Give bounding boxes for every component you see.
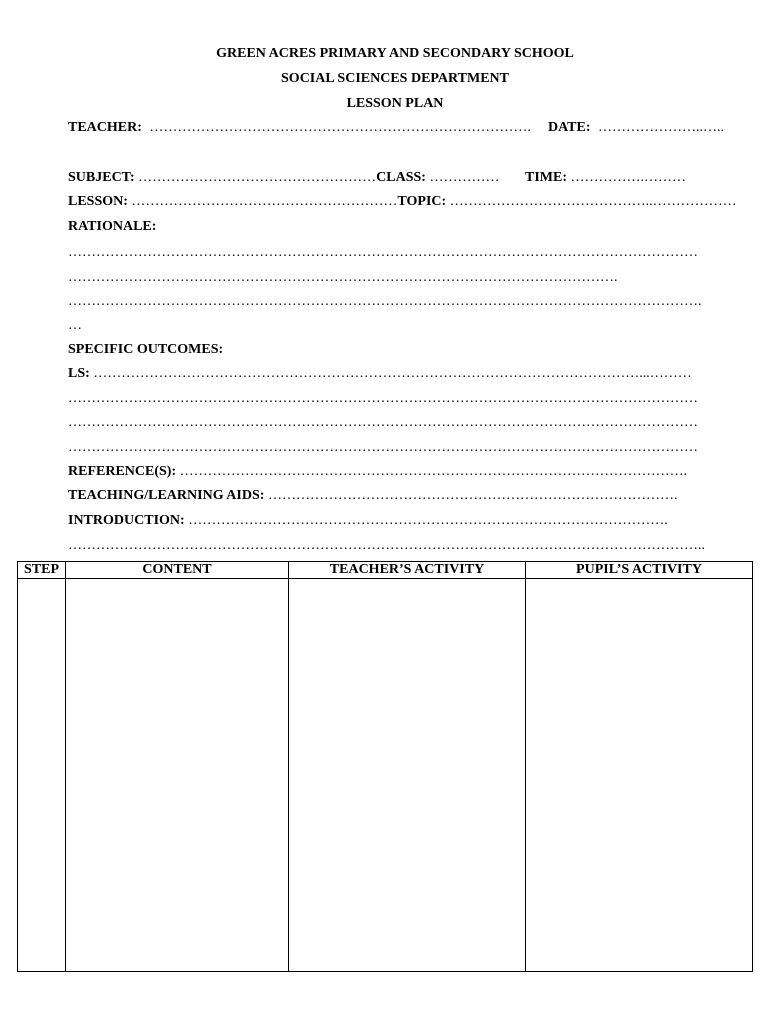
teacher-field[interactable] [68,120,531,136]
references-field[interactable] [68,464,687,480]
aids-field[interactable] [68,488,677,504]
rationale-blank-3[interactable]: ………………………………………………………………………………………………………………………. [68,294,702,309]
time-field[interactable] [525,170,686,186]
time-label: TIME: [525,170,567,185]
ls-field[interactable] [68,366,692,382]
outcome-blank-1[interactable]: ……………………………………………………………………………………………………………………… [68,391,698,406]
school-name: GREEN ACRES PRIMARY AND SECONDARY SCHOOL [216,46,574,61]
subject-blank[interactable]: …………………………………………… [138,170,377,185]
introduction-blank-2[interactable]: ……………………………………………………………………………………………………………………….. [68,538,705,553]
document-title: LESSON PLAN [346,96,444,111]
table-header-row [18,562,753,579]
rationale-blank-2[interactable]: ………………………………………………………………………………………………………. [68,270,618,285]
lesson-field[interactable] [68,194,737,210]
topic-blank[interactable]: ……………………………………..……………… [449,194,737,209]
introduction-label: INTRODUCTION: [68,513,185,528]
introduction-blank[interactable]: …………………………………………………………………………………………. [188,513,668,528]
pupils-activity-cell[interactable] [526,579,753,972]
content-cell[interactable] [66,579,289,972]
specific-outcomes-label: SPECIFIC OUTCOMES: [68,342,224,357]
introduction-field[interactable] [68,513,668,529]
outcome-blank-3[interactable]: ……………………………………………………………………………………………………………………… [68,440,698,455]
column-header-teachers-activity: TEACHER’S ACTIVITY [289,562,526,579]
class-label: CLASS: [376,170,426,185]
references-blank[interactable]: ………………………………………………………………………………………………. [179,464,688,479]
outcome-blank-2[interactable]: ……………………………………………………………………………………………………………………… [68,415,698,430]
ls-blank[interactable]: ………………………………………………………………………………………………………...……… [93,366,692,381]
aids-label: TEACHING/LEARNING AIDS: [68,488,265,503]
table-row [18,579,753,972]
references-label: REFERENCE(S): [68,464,177,479]
teacher-label: TEACHER: [68,120,142,135]
department-name: SOCIAL SCIENCES DEPARTMENT [281,71,509,86]
column-header-step: STEP [18,562,66,579]
rationale-label: RATIONALE: [68,219,157,234]
rationale-blank-1[interactable]: ……………………………………………………………………………………………………………………… [68,245,698,260]
lesson-blank[interactable]: ………………………………………………… [131,194,398,209]
lesson-steps-table [17,561,753,972]
date-blank[interactable]: …………………..….. [598,120,725,135]
aids-blank[interactable]: ……………………………………………………………………………. [267,488,678,503]
topic-label: TOPIC: [397,194,447,209]
teacher-blank[interactable]: ………………………………………………………………………. [149,120,531,135]
column-header-content: CONTENT [66,562,289,579]
column-header-pupils-activity: PUPIL’S ACTIVITY [526,562,753,579]
teachers-activity-cell[interactable] [289,579,526,972]
date-field[interactable] [548,120,724,136]
time-blank[interactable]: …………….……… [570,170,686,185]
rationale-blank-4[interactable]: … [68,318,82,333]
date-label: DATE: [548,120,591,135]
step-cell[interactable] [18,579,66,972]
lesson-label: LESSON: [68,194,128,209]
ls-label: LS: [68,366,90,381]
subject-field[interactable] [68,170,499,186]
class-blank[interactable]: …………… [429,170,500,185]
subject-label: SUBJECT: [68,170,135,185]
